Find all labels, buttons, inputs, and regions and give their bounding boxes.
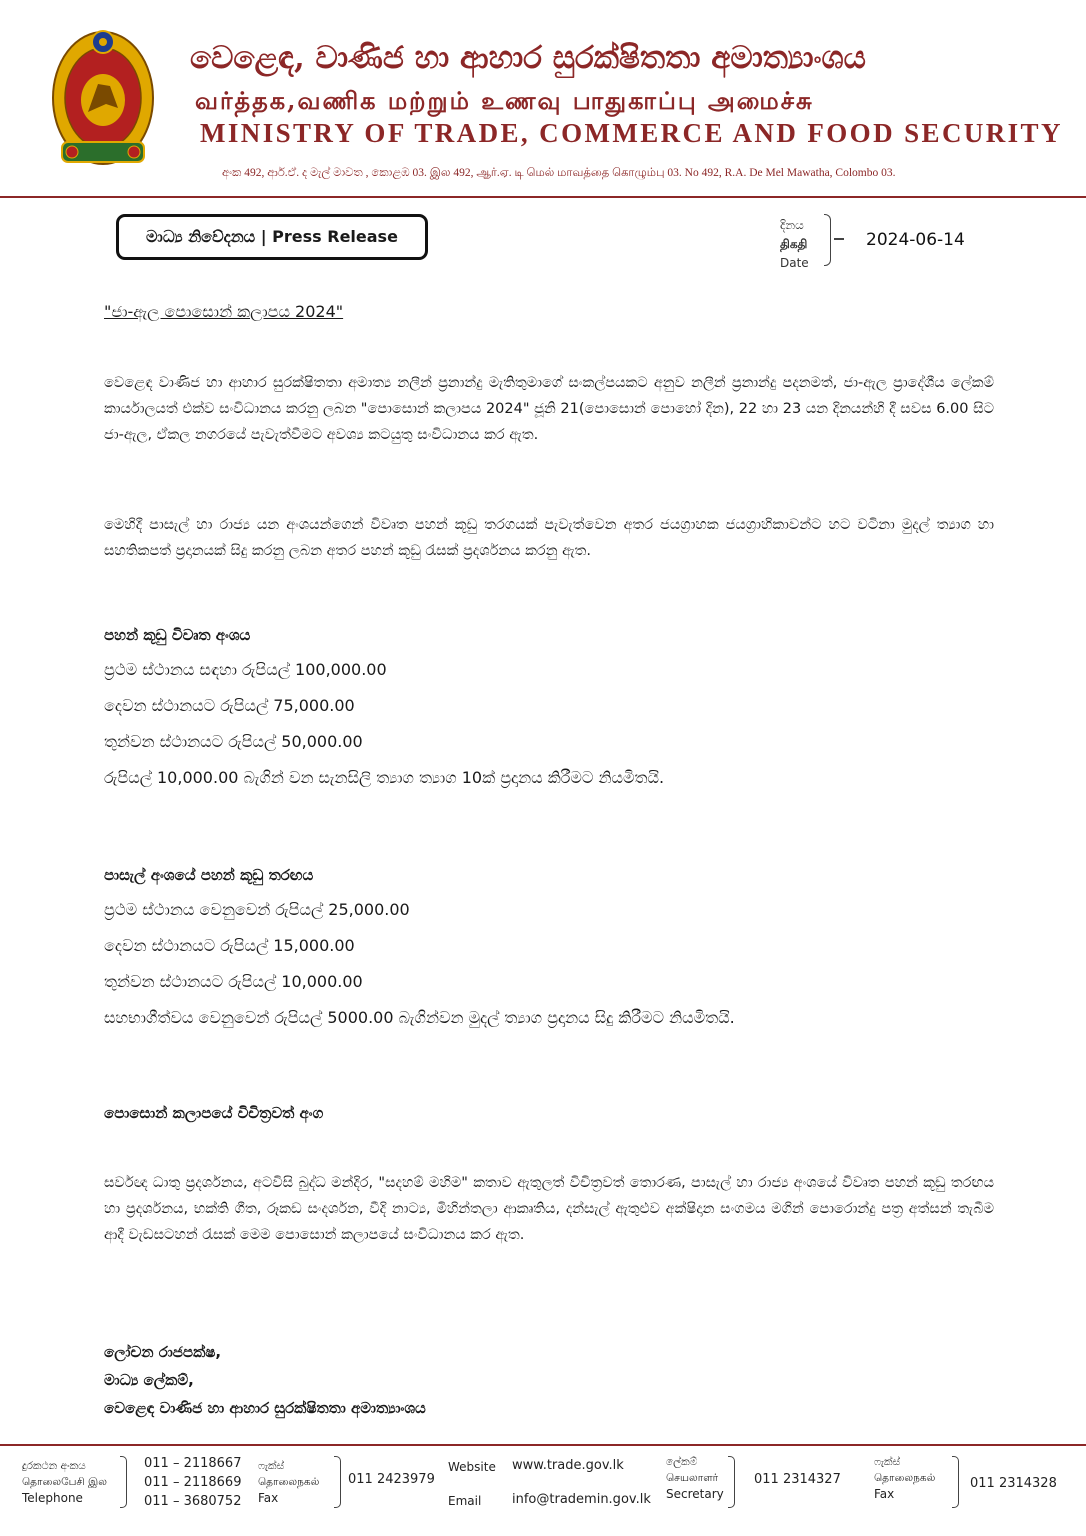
fax2-number: 011 2314328 (970, 1476, 1057, 1491)
telephone-brace (120, 1456, 127, 1508)
fax2-label-english: Fax (874, 1487, 895, 1501)
contact-footer (0, 1448, 1086, 1536)
telephone-number-3: 011 – 3680752 (144, 1494, 242, 1509)
fax2-label-tamil: தொலைநகல் (874, 1472, 936, 1484)
release-title: "ජා-ඇල පොසොන් කලාපය 2024" (104, 302, 344, 321)
date-label-tamil: திகதி (780, 237, 808, 251)
school-prize-line-3: තුන්වන ස්ථානයට රුපියල් 10,000.00 (104, 972, 363, 991)
date-labels (780, 216, 809, 273)
footer-divider (0, 1444, 1086, 1446)
secretary-brace (728, 1456, 735, 1508)
telephone-label-english: Telephone (22, 1491, 83, 1505)
signature-org: වෙළෙඳ වාණිජ හා ආහාර සුරක්ෂිතතා අමාත්‍යාංශය (104, 1399, 426, 1417)
section-school-category-heading: පාසැල් අංශයේ පහන් කූඩු තරඟය (104, 866, 314, 884)
paragraph-competition: මෙහිදී පාසැල් හා රාජ්‍ය යන අංශයන්ගෙන් විවෘත පහන් කූඩු තරගයක් පැවැත්වෙන අතර ජයග්‍රාහක ජයග්‍රාහිකාවන්ට හට වටිනා මුදල් ත්‍යාග හා සහතිකපත් ප්‍රදානයක් සිදු කරනු ලබන අතර පහන් කූඩු රැසක් ප්‍රදර්ශනය කරනු ඇත. (104, 517, 994, 559)
fax-label-sinhala: ෆැක්ස් (258, 1460, 285, 1472)
telephone-label-sinhala: දුරකථන අංකය (22, 1460, 86, 1472)
school-prize-line-4: සහභාගීත්වය වෙනුවෙන් රුපියල් 5000.00 බැගින්වන මුදල් ත්‍යාග ප්‍රදානය සිදු කිරීමට නියමිතයි. (104, 1008, 735, 1027)
secretary-labels (666, 1454, 724, 1502)
signature-block (104, 1338, 426, 1422)
secretary-number: 011 2314327 (754, 1472, 841, 1487)
letterhead (0, 0, 1086, 200)
date-label-sinhala: දිනය (780, 218, 804, 232)
open-prize-line-4: රුපියල් 10,000.00 බැගින් වන සැනසිලි ත්‍යාග ත්‍යාග 10ක් ප්‍රදානය කිරීමට නියමිතයි. (104, 768, 665, 787)
fax-label-tamil: தொலைநகல் (258, 1476, 320, 1488)
open-prize-line-3: තුන්වන ස්ථානයට රුපියල් 50,000.00 (104, 732, 363, 751)
website-link[interactable]: www.trade.gov.lk (512, 1458, 624, 1473)
secretary-label-english: Secretary (666, 1487, 724, 1501)
paragraph-intro: වෙළෙඳ වාණිජ හා ආහාර සුරක්ෂිතතා අමාත්‍ය නලීන් ප්‍රනාන්දු මැතිතුමාගේ සංකල්පයකට අනුව නලීන් ප්‍රනාන්දු පදනමත්, ජා-ඇල ප්‍රාදේශීය ලේකම් කාර්යාලයත් එක්ව සංවිධානය කරනු ලබන "පොසොන් කලාපය 2024" ජූනි 21(පොසොන් පොහෝ දින), 22 හා 23 යන දිනයන්හි දී සවස 6.00 සිට ජා-ඇල, ඒකල නගරයේ පැවැත්වීමට අවශ්‍ය කටයුතු සංවිධානය කර ඇත. (104, 375, 994, 443)
signature-title: මාධ්‍ය ලේකම්, (104, 1371, 194, 1389)
press-release-badge: මාධ්‍ය නිවේදනය | Press Release (116, 214, 428, 260)
fax-label-english: Fax (258, 1491, 279, 1505)
open-prize-line-2: දෙවන ස්ථානයට රුපියල් 75,000.00 (104, 696, 355, 715)
open-prize-line-1: ප්‍රථම ස්ථානය සඳහා රුපියල් 100,000.00 (104, 660, 387, 679)
school-prize-line-1: ප්‍රථම ස්ථානය වෙනුවෙන් රුපියල් 25,000.00 (104, 900, 410, 919)
telephone-label-tamil: தொலைபேசி இல (22, 1476, 107, 1488)
telephone-number-1: 011 – 2118667 (144, 1456, 242, 1471)
fax-number: 011 2423979 (348, 1472, 435, 1487)
sri-lanka-emblem-icon (48, 24, 158, 169)
telephone-numbers (144, 1454, 241, 1511)
ministry-title-sinhala: වෙළෙඳ, වාණිජ හා ආහාර සුරක්ෂිතතා අමාත්‍යාංශය (190, 40, 866, 76)
school-prize-line-2: දෙවන ස්ථානයට රුපියල් 15,000.00 (104, 936, 355, 955)
signature-name: ලෝචන රාජපක්ෂ, (104, 1343, 222, 1361)
ministry-title-tamil: வர்த்தக,வணிக மற்றும் உணவு பாதுகாப்பு அமைச்சு (195, 86, 814, 115)
telephone-labels (22, 1458, 107, 1506)
date-label-english: Date (780, 256, 809, 270)
fax-brace (334, 1456, 341, 1508)
section-features-heading: පොසොන් කලාපයේ විචිත්‍රවත් අංග (104, 1104, 324, 1122)
paragraph-features: සර්වඥ ධාතු ප්‍රදර්ශනය, අටවිසි බුද්ධ මන්දිර, "සදහම් මහිම" කතාව ඇතුලත් විචිත්‍රවත් තොරණ, පාසැල් හා රාජ්‍ය අංශයේ විවෘත පහන් කූඩු තරඟය හා ප්‍රදර්ශනය, භක්ති ගීත, රූකඩ සංදර්ශන, වීදි නාට්‍ය, මිහින්තලා ආකෘතිය, දන්සැල් ඇතුළුව අක්ෂිදාන සංගමය මගින් පොරොන්දු පත්‍ර අත්සන් තැබීම ආදී වැඩසටහන් රැසක් මෙම පොසොන් කලාපයේ සංවිධානය කර ඇත. (104, 1175, 994, 1243)
section-open-category-heading: පහන් කූඩු විවෘත අංශය (104, 626, 251, 644)
email-label: Email (448, 1494, 482, 1508)
ministry-address: අංක 492, ආර්.ඒ. ද මැල් මාවත , කොළඹ 03. இல 492, ஆர்.ஏ. டி மெல் மாவத்தை கொழும்பு 03. No 492, R.A. De Mel Mawatha, Colombo 03. (222, 167, 896, 179)
header-divider (0, 196, 1086, 198)
date-brace (824, 214, 831, 266)
fax2-brace (952, 1456, 959, 1508)
fax2-label-sinhala: ෆැක්ස් (874, 1456, 901, 1468)
email-link[interactable]: info@trademin.gov.lk (512, 1492, 651, 1507)
fax2-labels (874, 1454, 935, 1502)
website-label: Website (448, 1460, 496, 1474)
telephone-number-2: 011 – 2118669 (144, 1475, 242, 1490)
fax-labels (258, 1458, 319, 1506)
release-date: 2024-06-14 (866, 230, 965, 250)
secretary-label-sinhala: ලේකම් (666, 1456, 698, 1468)
secretary-label-tamil: செயலாளர் (666, 1472, 719, 1484)
ministry-title-english: MINISTRY OF TRADE, COMMERCE AND FOOD SECURITY (200, 118, 1063, 148)
